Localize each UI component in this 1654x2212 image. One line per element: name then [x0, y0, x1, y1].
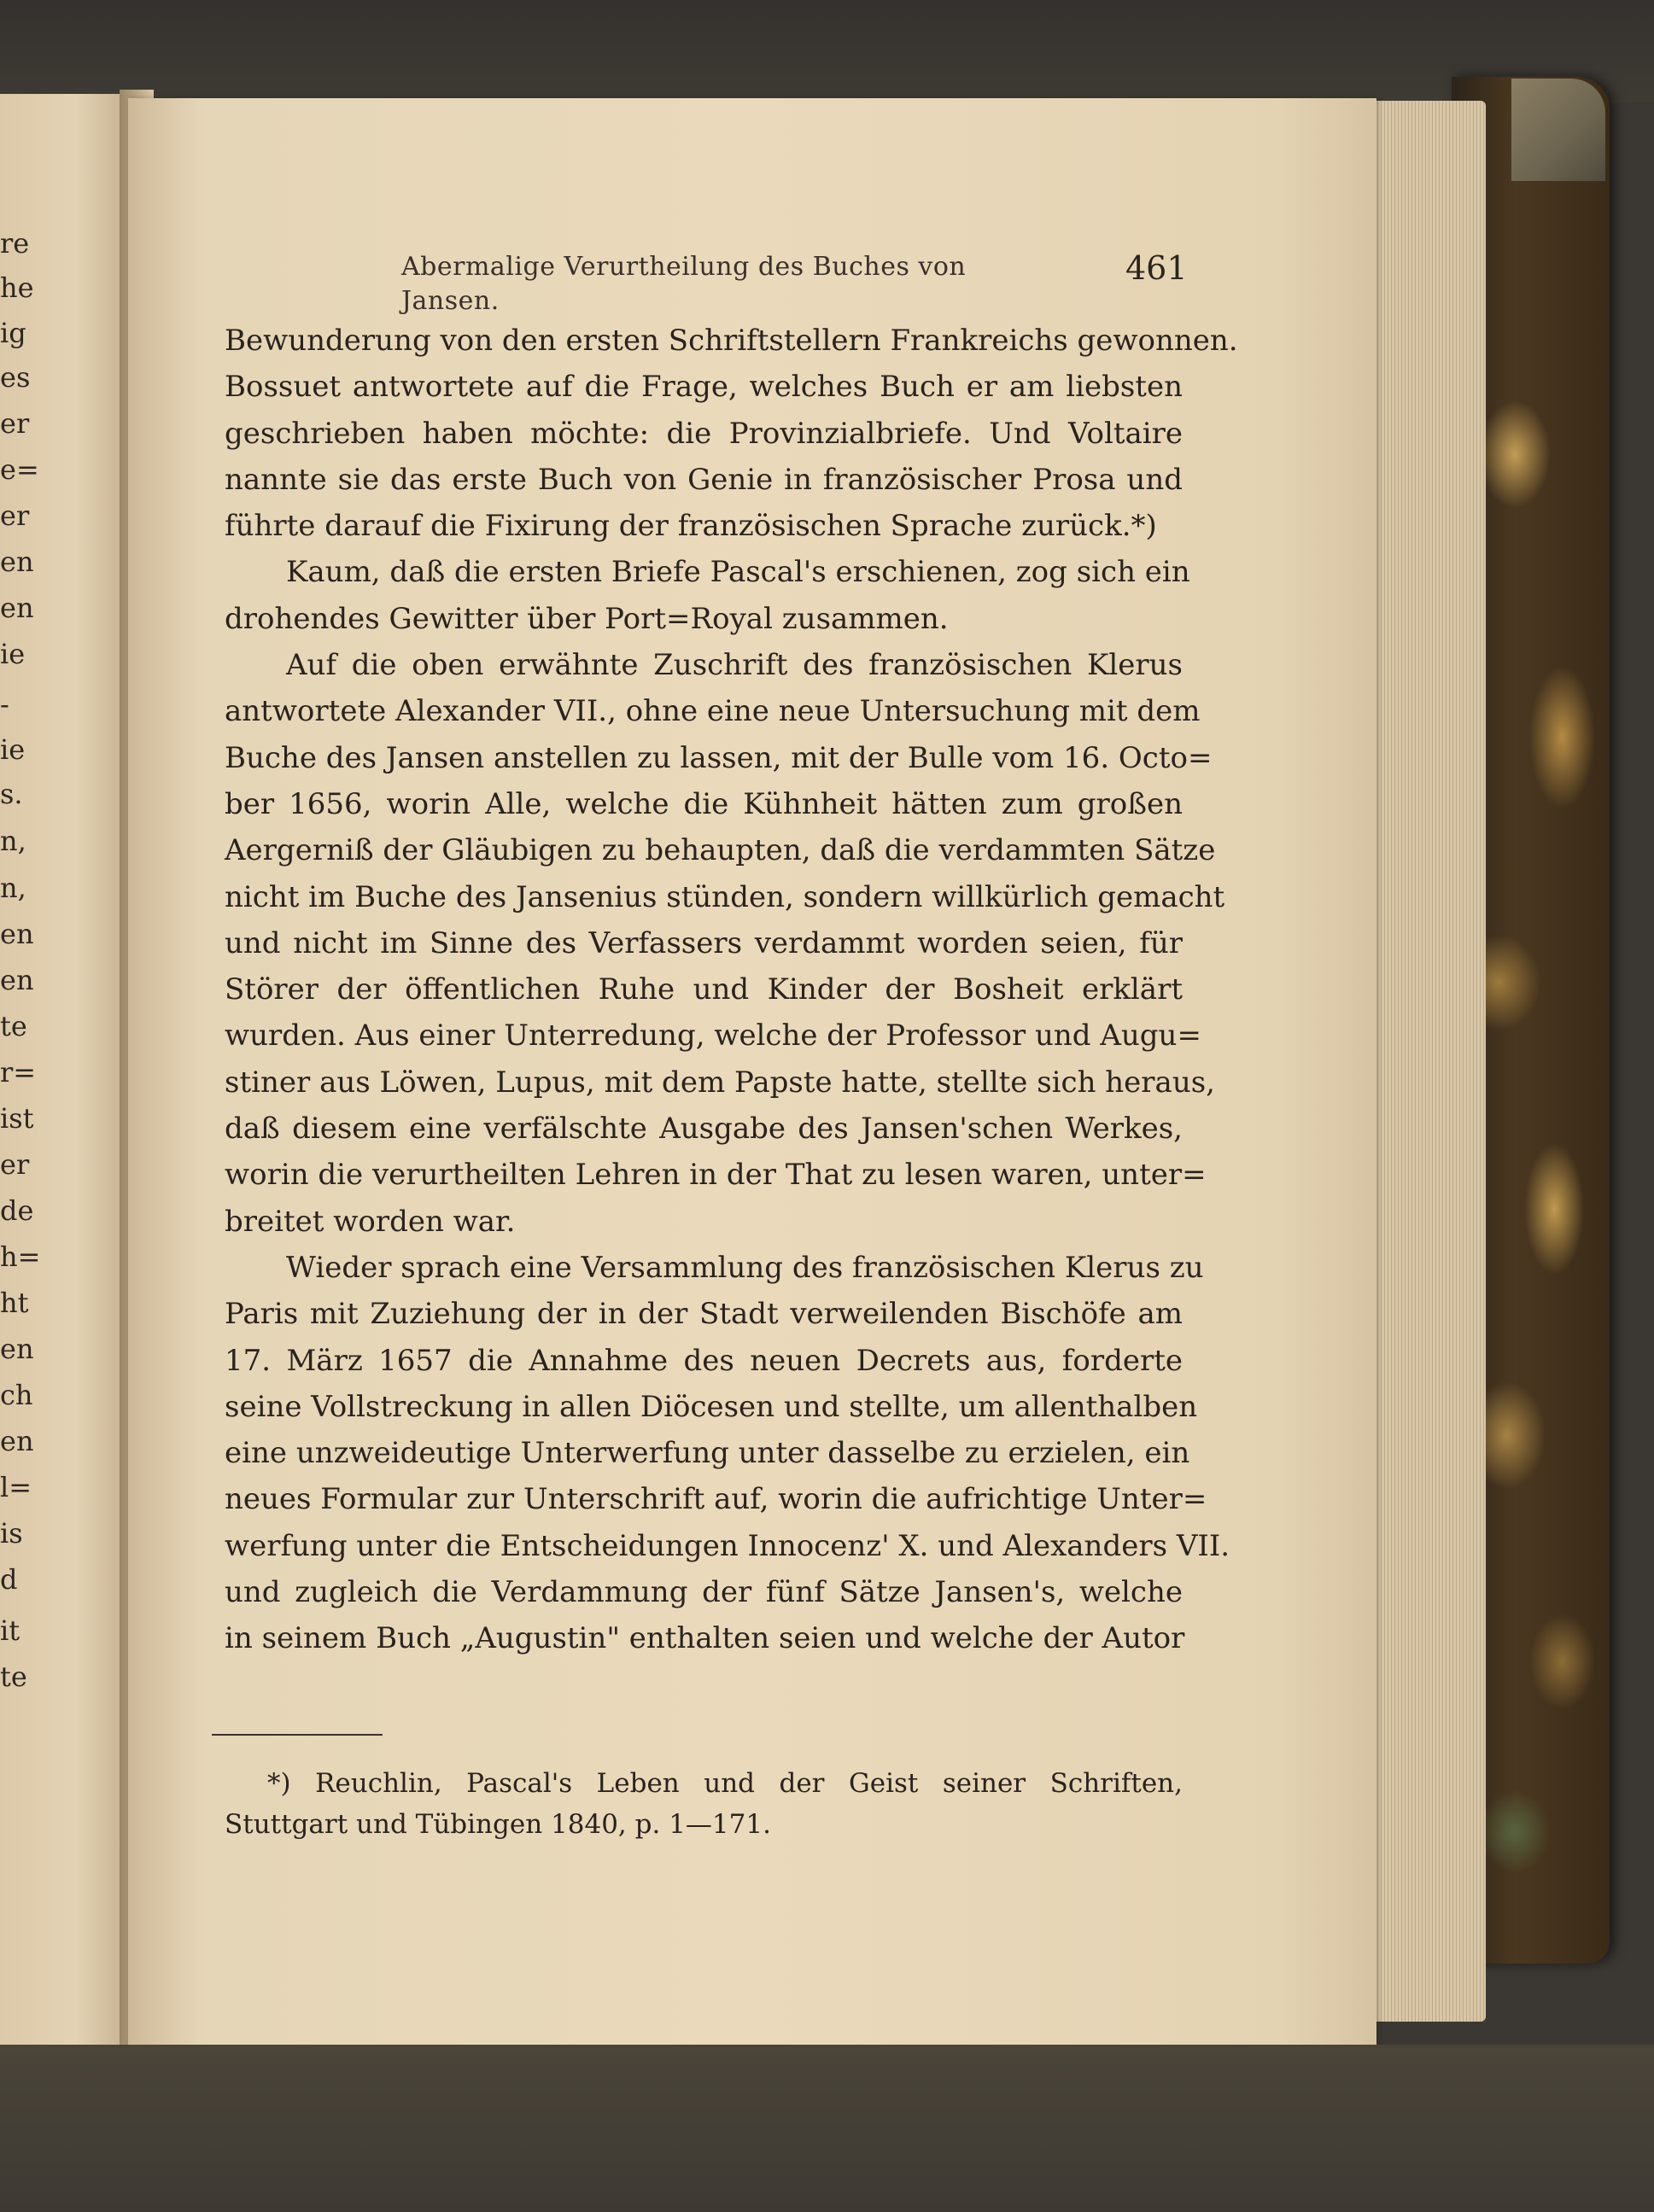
left-page-fragment: ht	[0, 1287, 29, 1319]
text-line: Kaum, daß die ersten Briefe Pascal's erschienen, zog sich ein	[286, 555, 1190, 590]
left-page-fragment: er	[0, 499, 30, 532]
text-line: in seinem Buch „Augustin" enthalten seien und welche der Autor	[225, 1621, 1185, 1656]
text-line: 17. März 1657 die Annahme des neuen Decrets aus, forderte	[225, 1343, 1183, 1378]
text-line: Buche des Jansen anstellen zu lassen, mit der Bulle vom 16. Octo=	[225, 740, 1213, 775]
left-page-fragment: ie	[0, 638, 26, 670]
left-page-fragment: er	[0, 407, 30, 440]
left-page-fragment: de	[0, 1194, 34, 1227]
left-page-fragment: ist	[0, 1102, 34, 1135]
left-page-fragment: n,	[0, 872, 26, 904]
backdrop	[0, 0, 1654, 102]
left-page-fragment: n,	[0, 825, 26, 857]
body-text	[225, 318, 1238, 1662]
text-line: seine Vollstreckung in allen Diöcesen und stellte, um allenthalben	[225, 1389, 1198, 1424]
text-line: und nicht im Sinne des Verfassers verdammt worden seien, für	[225, 925, 1183, 960]
left-page-fragment: en	[0, 1425, 34, 1457]
left-page-fragment: e=	[0, 453, 39, 486]
text-line: nannte sie das erste Buch von Genie in französischer Prosa und	[225, 462, 1183, 497]
left-page-fragment: ig	[0, 317, 26, 349]
text-line: Aergerniß der Gläubigen zu behaupten, daß die verdammten Sätze	[225, 833, 1216, 868]
text-line: breitet worden war.	[225, 1204, 516, 1239]
left-page-fragment: en	[0, 964, 34, 996]
left-page-fragment: d	[0, 1563, 18, 1596]
left-page-fragment: it	[0, 1614, 20, 1647]
cover-corner	[1511, 79, 1605, 181]
left-page-fragment: r=	[0, 1056, 37, 1088]
left-page-fragment: ch	[0, 1379, 33, 1411]
left-page-fragment: en	[0, 918, 34, 950]
left-page-fragment: es	[0, 361, 31, 394]
left-page-fragment: ie	[0, 733, 26, 766]
left-page-fragment: en	[0, 546, 34, 578]
left-page-fragment: en	[0, 592, 34, 624]
text-line: führte darauf die Fixirung der französischen Sprache zurück.*)	[225, 509, 1157, 544]
text-line: wurden. Aus einer Unterredung, welche der Professor und Augu=	[225, 1018, 1201, 1053]
text-line: Paris mit Zuziehung der in der Stadt verweilenden Bischöfe am	[225, 1297, 1183, 1332]
text-line: Auf die oben erwähnte Zuschrift des französischen Klerus	[286, 648, 1183, 683]
left-page-fragment: te	[0, 1660, 27, 1693]
text-line: Wieder sprach eine Versammlung des französischen Klerus zu	[286, 1250, 1204, 1285]
text-line: und zugleich die Verdammung der fünf Sätze Jansen's, welche	[225, 1575, 1183, 1610]
left-page-fragment: h=	[0, 1240, 41, 1273]
text-line: geschrieben haben möchte: die Provinzialbriefe. Und Voltaire	[225, 416, 1183, 451]
footnote-rule	[212, 1734, 383, 1736]
text-line: werfung unter die Entscheidungen Innocenz' X. und Alexanders VII.	[225, 1528, 1230, 1563]
page-number: 461	[1125, 249, 1188, 287]
left-page-fragment: en	[0, 1333, 34, 1365]
footnote-line: *) Reuchlin, Pascal's Leben und der Geist seiner Schriften,	[267, 1768, 1183, 1799]
text-line: drohendes Gewitter über Port=Royal zusammen.	[225, 601, 949, 636]
text-line: Störer der öffentlichen Ruhe und Kinder der Bosheit erklärt	[225, 972, 1183, 1007]
left-page-fragment: te	[0, 1010, 27, 1042]
text-line: nicht im Buche des Jansenius stünden, sondern willkürlich gemacht	[225, 879, 1225, 914]
left-page-fragment: he	[0, 271, 34, 304]
text-line: daß diesem eine verfälschte Ausgabe des Jansen'schen Werkes,	[225, 1112, 1183, 1147]
text-line: antwortete Alexander VII., ohne eine neue Untersuchung mit dem	[225, 694, 1201, 729]
footnote	[225, 1763, 1183, 1845]
text-line: stiner aus Löwen, Lupus, mit dem Papste hatte, stellte sich heraus,	[225, 1065, 1215, 1100]
left-page-fragment: l=	[0, 1471, 32, 1503]
backdrop-bottom	[0, 2045, 1654, 2212]
text-line: Bewunderung von den ersten Schriftstellern Frankreichs gewonnen.	[225, 324, 1238, 358]
left-page-fragment: s.	[0, 778, 23, 810]
text-line: Bossuet antwortete auf die Frage, welches Buch er am liebsten	[225, 370, 1183, 405]
text-line: worin die verurtheilten Lehren in der That zu lesen waren, unter=	[225, 1158, 1207, 1193]
text-line: eine unzweideutige Unterwerfung unter dasselbe zu erzielen, ein	[225, 1436, 1190, 1471]
left-page-fragment: er	[0, 1148, 30, 1181]
text-line: ber 1656, worin Alle, welche die Kühnheit hätten zum großen	[225, 786, 1183, 821]
left-page-fragment: re	[0, 227, 30, 260]
left-page-fragment: -	[0, 688, 9, 721]
running-head: Abermalige Verurtheilung des Buches von Jansen.	[401, 252, 967, 316]
left-page	[0, 94, 126, 2049]
left-page-fragment: is	[0, 1517, 23, 1550]
footnote-line: Stuttgart und Tübingen 1840, p. 1—171.	[225, 1809, 771, 1840]
text-line: neues Formular zur Unterschrift auf, worin die aufrichtige Unter=	[225, 1482, 1207, 1517]
